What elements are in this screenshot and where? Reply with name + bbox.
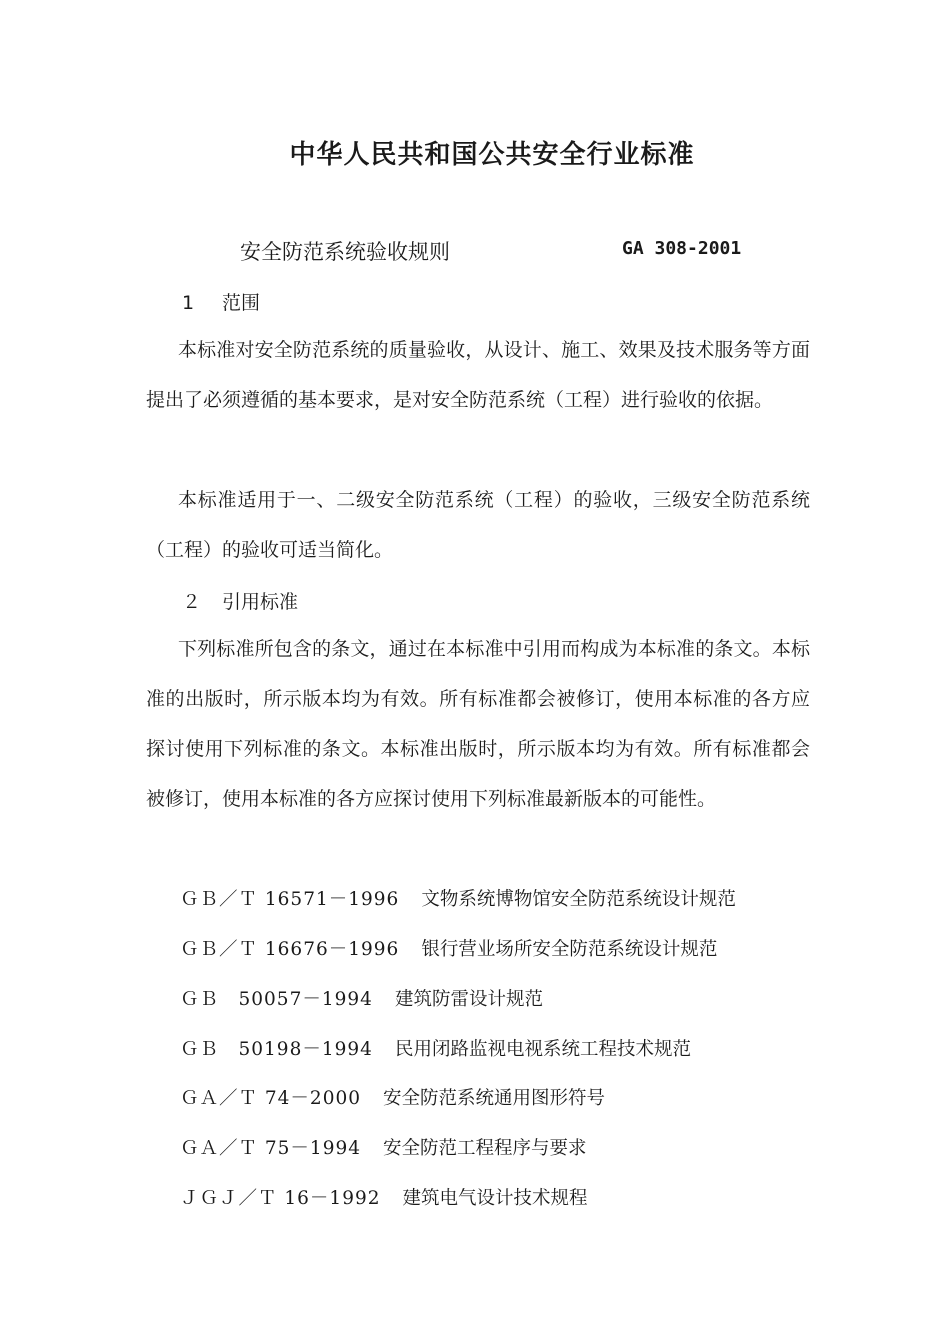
reference-name: 建筑电气设计技术规程 xyxy=(402,1188,588,1209)
section-1-paragraph-2: 本标准适用于一、二级安全防范系统（工程）的验收，三级安全防范系统（工程）的验收可适当简化。 xyxy=(146,489,810,561)
reference-name: 安全防范系统通用图形符号 xyxy=(383,1088,606,1109)
section-2-heading xyxy=(182,587,298,614)
reference-name: 文物系统博物馆安全防范系统设计规范 xyxy=(421,889,736,910)
section-number: ２ xyxy=(182,591,202,613)
reference-item xyxy=(180,1184,588,1210)
reference-code: ＧＡ／Ｔ 74－2000 xyxy=(180,1088,362,1109)
standard-name: 安全防范系统验收规则 xyxy=(240,240,450,264)
reference-code: ＧＢ／Ｔ 16676－1996 xyxy=(180,939,400,960)
reference-name: 民用闭路监视电视系统工程技术规范 xyxy=(394,1039,691,1060)
reference-item xyxy=(180,935,717,961)
section-number: 1 xyxy=(182,292,195,314)
subtitle-row xyxy=(240,236,760,266)
reference-item xyxy=(180,985,543,1011)
section-1-heading xyxy=(182,288,260,315)
reference-code: ＧＢ 50057－1994 xyxy=(180,989,373,1010)
reference-code: ＧＡ／Ｔ 75－1994 xyxy=(180,1138,362,1159)
standard-code: GA 308-2001 xyxy=(622,238,742,259)
reference-code: ＪＧＪ／Ｔ 16－1992 xyxy=(180,1188,381,1209)
section-2-paragraph-1: 下列标准所包含的条文，通过在本标准中引用而构成为本标准的条文。本标准的出版时，所示版本均为有效。所有标准都会被修订，使用本标准的各方应探讨使用下列标准的条文。本标准出版时，所示版本均为有效。所有标准都会被修订，使用本标准的各方应探讨使用下列标准最新版本的可能性。 xyxy=(146,638,810,810)
reference-name: 安全防范工程程序与要求 xyxy=(383,1138,587,1159)
section-title: 范围 xyxy=(222,292,261,314)
reference-code: ＧＢ 50198－1994 xyxy=(180,1039,373,1060)
document-title: 中华人民共和国公共安全行业标准 xyxy=(289,140,695,170)
reference-item xyxy=(180,1084,605,1110)
reference-code: ＧＢ／Ｔ 16571－1996 xyxy=(180,889,400,910)
reference-name: 银行营业场所安全防范系统设计规范 xyxy=(421,939,718,960)
section-1-paragraph-1: 本标准对安全防范系统的质量验收，从设计、施工、效果及技术服务等方面提出了必须遵循的基本要求，是对安全防范系统（工程）进行验收的依据。 xyxy=(146,339,810,411)
section-title: 引用标准 xyxy=(222,591,299,613)
reference-item xyxy=(180,885,736,911)
reference-item xyxy=(180,1134,587,1160)
reference-name: 建筑防雷设计规范 xyxy=(394,989,543,1010)
reference-item xyxy=(180,1035,691,1061)
